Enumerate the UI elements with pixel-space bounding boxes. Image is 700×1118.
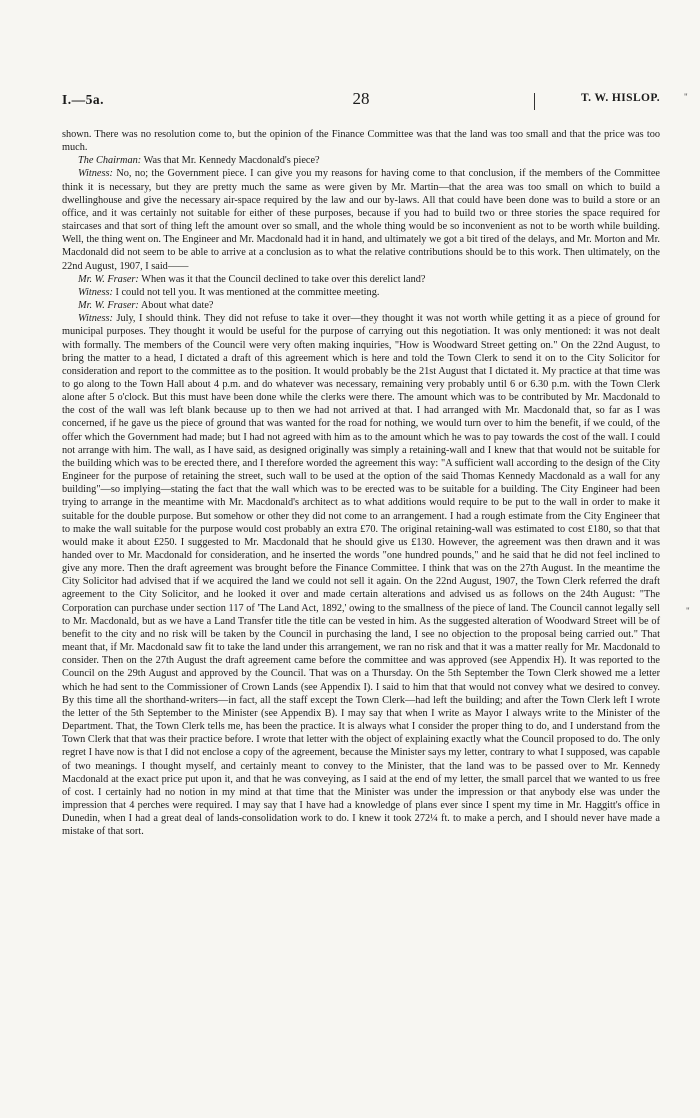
paragraph <box>62 273 660 286</box>
paragraph <box>62 286 660 299</box>
speaker: Witness: <box>78 286 113 298</box>
speaker: Mr. W. Fraser: <box>78 273 139 285</box>
paragraph <box>62 299 660 312</box>
witness-name: T. W. HISLOP. <box>580 92 660 104</box>
paragraph-text: shown. There was no resolution come to, but the opinion of the Finance Committee was that the land was too small and that the price was too much. <box>62 129 660 154</box>
paragraph-text: Was that Mr. Kennedy Macdonald's piece? <box>143 155 320 167</box>
paragraph <box>62 167 660 272</box>
section-code: I.—5a. <box>62 92 105 107</box>
speaker: The Chairman: <box>78 155 142 167</box>
speaker: Witness: <box>78 168 113 180</box>
margin-mark: " <box>686 606 690 616</box>
paragraph-text: July, I should think. They did not refuse to take it over—they thought it was not worth while getting it as a piece of ground for municipal purposes. They thought it would be useful for the purpose of carrying out this negotiation. It was only mentioned: it was not dealt with formally. The members of the Council were very often making inquiries, "How is Woodward Street getting on." On the 22nd August, to bring the matter to a head, I dictated a draft of this agreement which is here and told the Town Clerk to send it on to the City Solicitor for consideration and report to the committee as to the position. It would probably be the 21st August that I dictated it. My practice at that time was to go along to the Town Hall about 4 p.m. and do whatever was necessary, remaining very probably until 6 or 6.30 p.m. with the Town Clerk alone after 5 o'clock. But this must have been done while the clerks were there. The amount which was to be contributed by Mr. Macdonald to the cost of the wall was left blank because up to then we had not arrived at that. I had arranged with Mr. Macdonald that, so far as I was concerned, if he gave us the piece of ground that was wanted for the road for nothing, we would turn over to him the benefit, if we could, of the offer which the Government had made; but I had not agreed with him as to the amount which he was to pay towards the cost of the wall. I could not arrange with him. The wall, as I have said, as designed originally was simply a retaining-wall and I knew that that would not be suitable for the building which was to be erected there, and I therefore worded the agreement this way: "A sufficient wall according to the design of the City Engineer for the purpose of retaining the street, such wall to be used at the option of the said Thomas Kennedy Macdonald as a wall for any building"—so implying—stating the fact that the wall which was to be erected was to be suitable for a building. The City Engineer had been trying to arrange in the meantime with Mr. Macdonald's architect as to what additions would require to be put to the wall in order to make it suitable for the double purpose. But somehow or other they did not come to an arrangement. I had a rough estimate from the City Engineer that to make the wall suitable for the purpose would cost probably an extra £70. The original retaining-wall was estimated to cost £180, so that that would make it about £250. I suggested to Mr. Macdonald that he should give us £130. However, the agreement was then drawn and it was handed over to Mr. Macdonald for consideration, and he inserted the words "one hundred pounds," and he said that he did not feel inclined to give any more. Then the draft agreement was brought before the Finance Committee. I think that was on the 27th August. In the meantime the City Solicitor had advised that if we acquired the land we could not sell it again. On the 22nd August, 1907, the Town Clerk referred the draft agreement to the City Solicitor, and he looked it over and made certain alterations and advised us as follows on the 24th August: "The Corporation can purchase under section 117 of 'The Land Act, 1892,' owing to the smallness of the piece of land. The Council cannot legally sell to Mr. Macdonald, but as we have a Land Transfer title the title can be vested in him. As the suggested alteration of Woodward Street will be of benefit to the city and no risk will be taken by the Council in purchasing the land, I see no objection to the proposal being carried out." That meant that, if Mr. Macdonald saw fit to take the land under this arrangement, we ran no risk and that it was a matter really for Mr. Macdonald to consider. Then on the 27th August the draft agreement came before the committee and was approved (see Appendix H). It was reported to the Council on the 29th August and approved by the Council. That was on a Thursday. On the 5th September the Town Clerk showed me a letter which he had sent to the Commissioner of Crown Lands (see Appendix I). I said to him that that would not convey what we desired to convey. By this time all the shorthand-writers—in fact, all the staff except the Town Clerk—had left the building; and after the Town Clerk left I wrote the letter of the 5th September to the Minister (see Appendix B). I may say that when I write as Mayor I always write to the Minister of the Department. That, the Town Clerk tells me, has been the practice. It is always what I consider the proper thing to do, and I understand from the Town Clerk that that was their practice before. I wrote that letter with the object of explaining exactly what the Council proposed to do. The only regret I have now is that I did not enclose a copy of the agreement, because the Minister says my letter, contrary to what I supposed, was capable of two meanings. I thought myself, and certainly meant to convey to the Minister, that the land was to be passed over to Mr. Kennedy Macdonald at the exact price put upon it, and that he was conveying, as I said at the end of my letter, the small parcel that we wanted to us free of cost. I certainly had no notion in my mind at that time that the Minister was under the impression or that anybody else was under the impression that 4 perches were required. I may say that I have had a knowledge of plans ever since I spent my time in Mr. Haggitt's office in Dunedin, when I had a great deal of lands-consolidation work to do. I knew it took 272¼ ft. to make a perch, and I should never have made a mistake of that sort. <box>62 313 660 838</box>
page-header <box>62 89 660 116</box>
margin-mark: " <box>684 92 688 102</box>
paragraph-text: I could not tell you. It was mentioned at the committee meeting. <box>115 286 380 298</box>
paragraph <box>62 312 660 838</box>
testimony-body <box>62 128 660 838</box>
paragraph-text: When was it that the Council declined to take over this derelict land? <box>141 273 426 285</box>
paragraph-text: About what date? <box>140 300 214 312</box>
speaker: Witness: <box>78 313 113 325</box>
speaker: Mr. W. Fraser: <box>78 300 139 312</box>
header-divider <box>534 93 535 110</box>
page-number: 28 <box>352 89 370 108</box>
paragraph <box>62 154 660 167</box>
paragraph-text: No, no; the Government piece. I can give you my reasons for having come to that conclusion, if the members of the Committee think it is necessary, but they are pretty much the same as were given by Mr. Martin—that the area was too small on which to build a dwellinghouse and give the necessary air-space required by the law and our by-laws. All that could have been done was to build a store or an office, and it was certainly not suitable for either of these purposes, because if you had to build two or three stories the space required for staircases and that sort of thing left the amount over so small, and the whole thing would be so inconvenient as not to be worth while building. Well, the thing went on. The Engineer and Mr. Macdonald had it in hand, and ultimately we got a bit tired of the delays, and Mr. Morton and Mr. Macdonald did not seem to be able to arrive at a conclusion as to what the relative contributions should be to this work. Then ultimately, on the 22nd August, 1907, I said—— <box>62 168 660 272</box>
paragraph <box>62 128 660 154</box>
